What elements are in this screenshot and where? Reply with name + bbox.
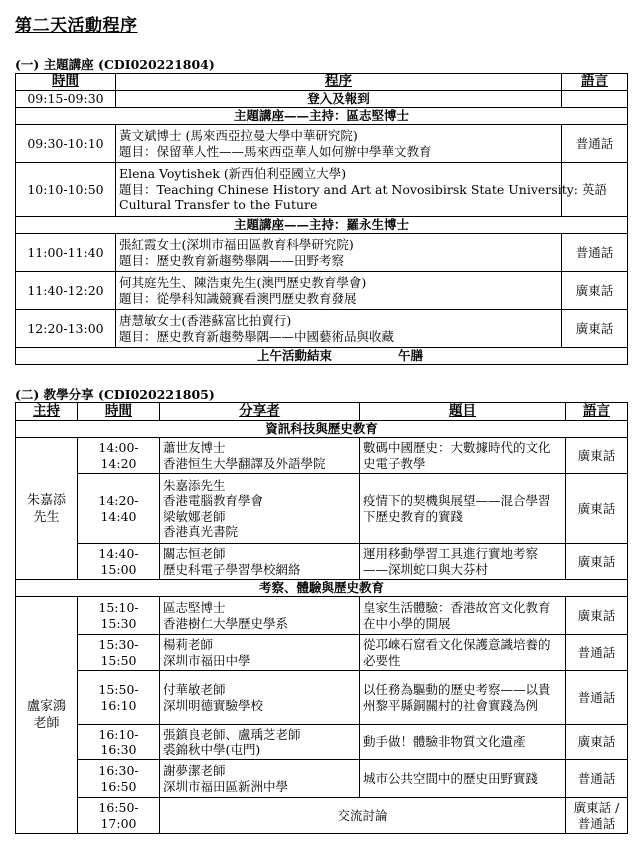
session-heading-row bbox=[16, 108, 628, 125]
speaker-line: 深圳市福田中學 bbox=[163, 652, 251, 668]
morning-end-label: 上午活動結束 bbox=[256, 348, 332, 364]
table-row bbox=[16, 635, 628, 671]
time-cell: 15:50-16:10 bbox=[78, 671, 160, 725]
speaker-line: 裘錦秋中學(屯門) bbox=[163, 742, 261, 757]
teaching-share-table bbox=[15, 402, 628, 834]
speaker-cell bbox=[160, 635, 360, 671]
lunch-label: 午膳 bbox=[398, 348, 424, 364]
topic-cell: 以任務為驅動的歷史考察——以貴州黎平縣銅關村的社會實踐為例 bbox=[360, 671, 566, 725]
table-header-row bbox=[16, 74, 628, 91]
language-header: 語言 bbox=[562, 74, 628, 91]
topic-cell: 數碼中國歷史：大數據時代的文化史電子教學 bbox=[360, 438, 566, 474]
speaker-line: 張鎮良老師、盧瑀芝老師 bbox=[163, 726, 301, 742]
language-cell: 廣東話 bbox=[566, 438, 628, 474]
table-row bbox=[16, 272, 628, 310]
program-header: 程序 bbox=[116, 74, 562, 91]
speaker-cell bbox=[160, 597, 360, 635]
speaker-line: 深圳明德實驗學校 bbox=[163, 697, 264, 713]
table-row bbox=[16, 438, 628, 474]
table-row bbox=[16, 310, 628, 348]
time-header: 時間 bbox=[16, 74, 116, 91]
program-line: 何其庭先生、陳浩東先生(澳門歷史教育學會) bbox=[119, 275, 367, 290]
time-cell: 12:20-13:00 bbox=[16, 310, 116, 348]
table-row bbox=[16, 725, 628, 760]
time-cell: 11:00-11:40 bbox=[16, 234, 116, 272]
session-heading: 主題講座——主持：區志堅博士 bbox=[16, 108, 628, 125]
speaker-line: 朱嘉添先生 bbox=[163, 477, 226, 493]
speaker-line: 歷史科電子學習學校網絡 bbox=[163, 561, 301, 577]
speaker-cell bbox=[160, 544, 360, 580]
table-row bbox=[16, 163, 628, 217]
program-line: 唐慧敏女士(香港蘇富比拍賣行) bbox=[119, 313, 292, 328]
topic-cell: 皇家生活體驗：香港故宮文化教育在中小學的開展 bbox=[360, 597, 566, 635]
closing-row bbox=[16, 798, 628, 834]
topic-cell: 城市公共空間中的歷史田野實踐 bbox=[360, 760, 566, 798]
program-cell bbox=[116, 125, 562, 163]
speaker-line: 付華敏老師 bbox=[163, 682, 226, 697]
topic-cell: 疫情下的契機與展望——混合學習下歷史教育的實踐 bbox=[360, 474, 566, 544]
table-row bbox=[16, 671, 628, 725]
page-title: 第二天活動程序 bbox=[15, 16, 138, 36]
group-heading: 考察、體驗與歷史教育 bbox=[16, 580, 628, 597]
topic-header: 題目 bbox=[360, 403, 566, 421]
table-row bbox=[16, 125, 628, 163]
section2-title: (二) 教學分享 (CDI020221805) bbox=[15, 387, 215, 402]
program-line: 題目：保留華人性——馬來西亞華人如何辦中學華文教育 bbox=[119, 143, 432, 159]
time-cell: 15:10-15:30 bbox=[78, 597, 160, 635]
speaker-line: 區志堅博士 bbox=[163, 600, 226, 615]
speaker-cell bbox=[160, 438, 360, 474]
time-cell: 16:50-17:00 bbox=[78, 798, 160, 834]
language-cell: 廣東話 bbox=[562, 272, 628, 310]
language-cell: 普通話 bbox=[566, 635, 628, 671]
speaker-line: 蕭世友博士 bbox=[163, 440, 226, 455]
table-row bbox=[16, 760, 628, 798]
host-cell: 盧家鴻老師 bbox=[16, 597, 78, 834]
language-header: 語言 bbox=[566, 403, 628, 421]
table-row bbox=[16, 597, 628, 635]
language-cell: 普通話 bbox=[566, 671, 628, 725]
table-row bbox=[16, 544, 628, 580]
language-cell: 普通話 bbox=[566, 760, 628, 798]
program-cell bbox=[116, 234, 562, 272]
language-cell: 廣東話 /普通話 bbox=[566, 798, 628, 834]
topic-cell: 運用移動學習工具進行實地考察——深圳蛇口與大芬村 bbox=[360, 544, 566, 580]
language-cell bbox=[562, 91, 628, 108]
section1-title: (一) 主題講座 (CDI020221804) bbox=[15, 57, 215, 72]
time-cell: 09:15-09:30 bbox=[16, 91, 116, 108]
time-cell: 14:20-14:40 bbox=[78, 474, 160, 544]
speaker-cell bbox=[160, 474, 360, 544]
program-line: Elena Voytishek (新西伯利亞國立大學) bbox=[119, 166, 347, 182]
session-heading-row bbox=[16, 217, 628, 234]
time-cell: 15:30-15:50 bbox=[78, 635, 160, 671]
program-line: 題目：歷史教育新趨勢舉隅——中國藝術品與收藏 bbox=[119, 328, 395, 344]
program-cell bbox=[116, 310, 562, 348]
time-cell: 16:30-16:50 bbox=[78, 760, 160, 798]
speaker-cell bbox=[160, 760, 360, 798]
group-heading-row bbox=[16, 580, 628, 597]
speaker-cell bbox=[160, 671, 360, 725]
time-cell: 09:30-10:10 bbox=[16, 125, 116, 163]
language-cell: 普通話 bbox=[562, 234, 628, 272]
discussion-cell: 交流討論 bbox=[160, 798, 566, 834]
keynote-schedule-table bbox=[15, 73, 628, 365]
speaker-line: 關志恒老師 bbox=[163, 546, 226, 561]
group-heading: 資訊科技與歷史教育 bbox=[16, 421, 628, 438]
language-cell: 廣東話 bbox=[566, 597, 628, 635]
host-header: 主持 bbox=[16, 403, 78, 421]
speaker-line: 香港電腦教育學會 bbox=[163, 493, 264, 508]
program-line: Cultural Transfer to the Future bbox=[119, 197, 318, 213]
session-end bbox=[16, 348, 628, 365]
table-row bbox=[16, 91, 628, 108]
group-heading-row bbox=[16, 421, 628, 438]
time-header: 時間 bbox=[78, 403, 160, 421]
speaker-cell bbox=[160, 725, 360, 760]
time-cell: 14:00-14:20 bbox=[78, 438, 160, 474]
table-row bbox=[16, 474, 628, 544]
speaker-line: 香港樹仁大學歷史學系 bbox=[163, 615, 289, 631]
speaker-line: 梁敏娜老師 bbox=[163, 508, 226, 524]
program-cell: 登入及報到 bbox=[116, 91, 562, 108]
language-cell: 廣東話 bbox=[562, 310, 628, 348]
speaker-line: 香港恒生大學翻譯及外語學院 bbox=[163, 455, 326, 471]
table-header-row bbox=[16, 403, 628, 421]
speaker-line: 深圳市福田區新洲中學 bbox=[163, 778, 289, 794]
language-cell: 普通話 bbox=[562, 125, 628, 163]
language-cell: 廣東話 bbox=[566, 474, 628, 544]
speaker-header: 分享者 bbox=[160, 403, 360, 421]
time-cell: 11:40-12:20 bbox=[16, 272, 116, 310]
program-line: 題目：歷史教育新趨勢舉隅——田野考察 bbox=[119, 252, 345, 268]
time-cell: 14:40-15:00 bbox=[78, 544, 160, 580]
session-heading: 主題講座——主持：羅永生博士 bbox=[16, 217, 628, 234]
table-row bbox=[16, 234, 628, 272]
program-line: 張紅霞女士(深圳市福田區教育科學研究院) bbox=[119, 237, 354, 252]
host-cell: 朱嘉添先生 bbox=[16, 438, 78, 580]
program-line: 黃文斌博士 (馬來西亞拉曼大學中華研究院) bbox=[119, 128, 358, 143]
speaker-line: 楊莉老師 bbox=[163, 637, 214, 652]
language-cell: 英語 bbox=[562, 163, 628, 217]
session-end-row bbox=[16, 348, 628, 365]
topic-cell: 從邛崍石窟看文化保護意識培養的必要性 bbox=[360, 635, 566, 671]
language-cell: 廣東話 bbox=[566, 544, 628, 580]
speaker-line: 謝夢潔老師 bbox=[163, 763, 226, 778]
topic-cell: 動手做！體驗非物質文化遺產 bbox=[360, 725, 566, 760]
time-cell: 10:10-10:50 bbox=[16, 163, 116, 217]
program-line: 題目：從學科知識競賽看澳門歷史教育發展 bbox=[119, 290, 357, 306]
program-line: 題目：Teaching Chinese History and Art at Novosibirsk State University: bbox=[119, 181, 578, 197]
time-cell: 16:10-16:30 bbox=[78, 725, 160, 760]
speaker-line: 香港真光書院 bbox=[163, 524, 239, 539]
program-cell bbox=[116, 163, 578, 217]
language-cell: 廣東話 bbox=[566, 725, 628, 760]
program-cell bbox=[116, 272, 562, 310]
